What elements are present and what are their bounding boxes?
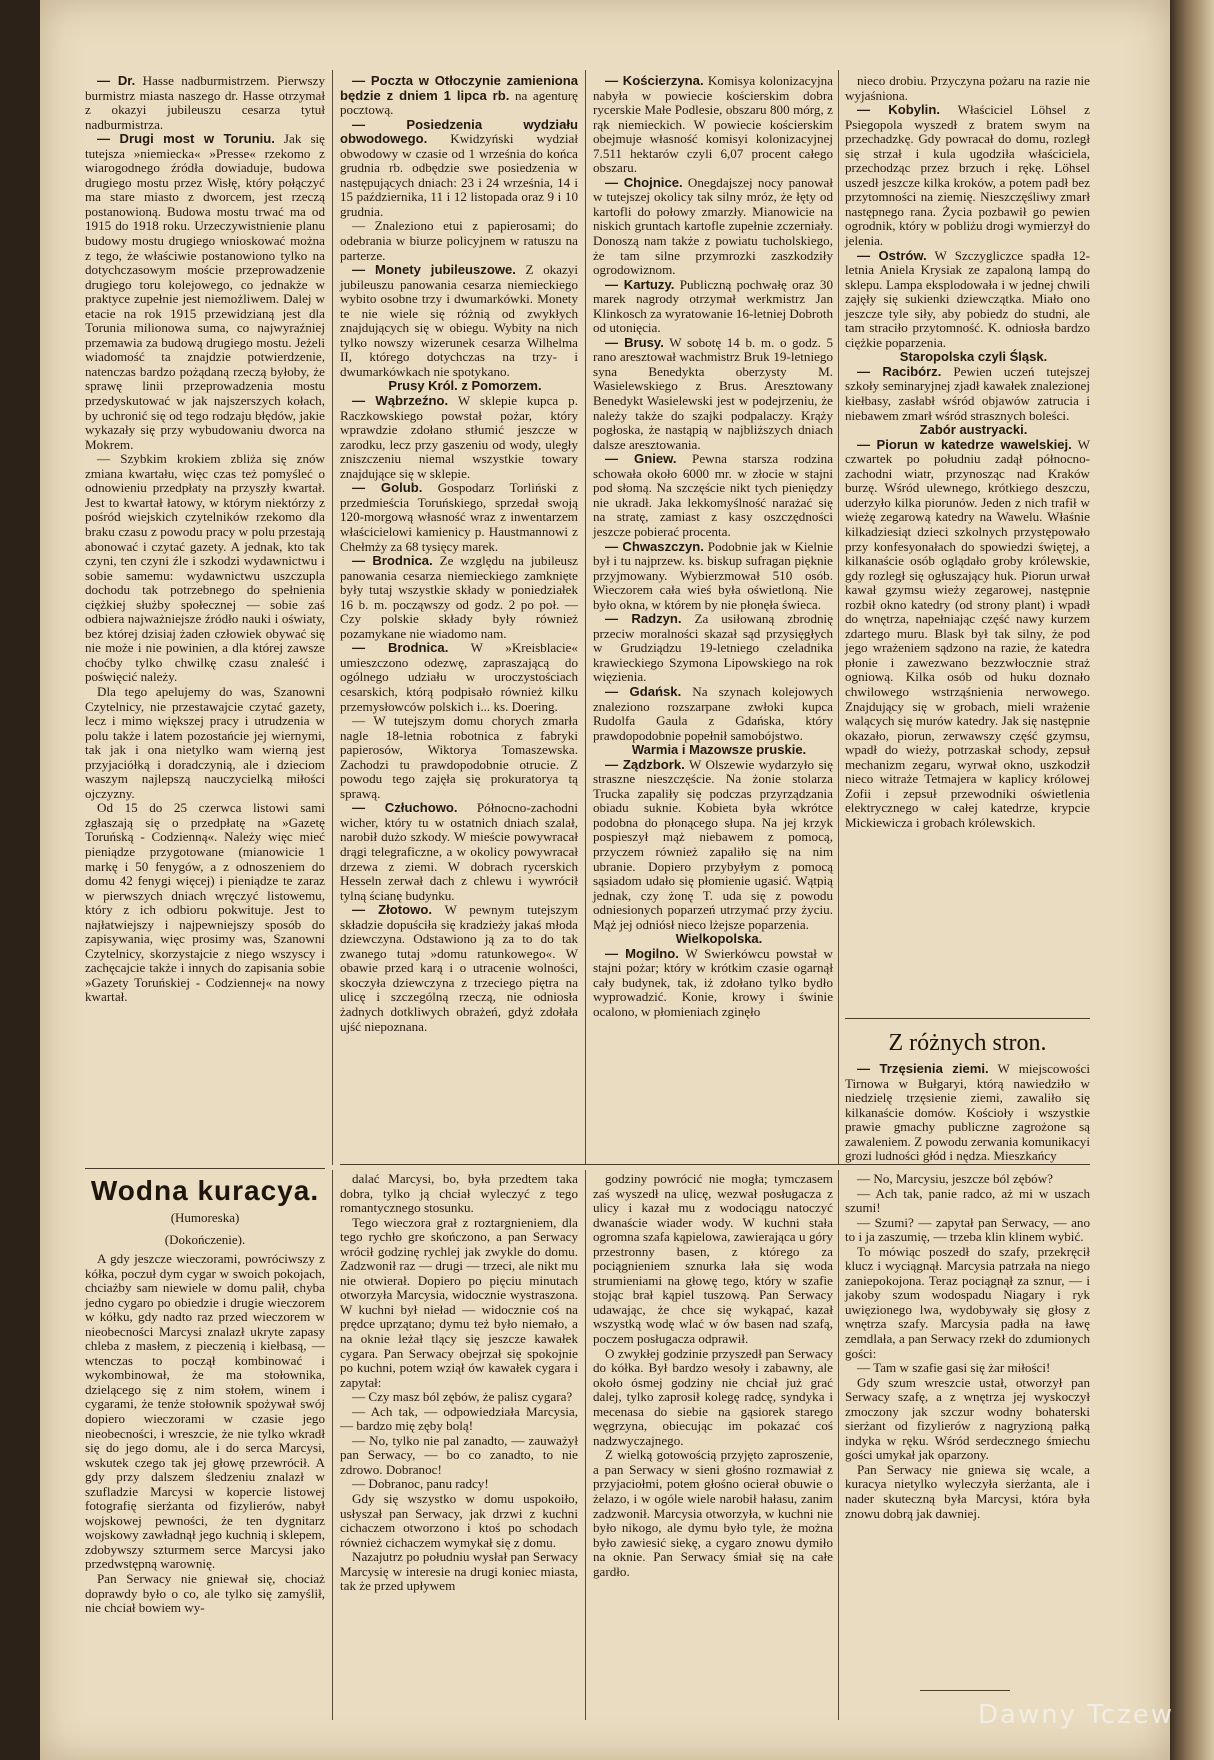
- item-headline: — Trzęsienia ziemi.: [857, 1061, 989, 1076]
- article-paragraph: A gdy jeszcze wieczorami, powróciwszy z kółka, poczuł dym cygar w swoich pokojach, chciażby sam niewiele w domu palił, chyba jedno cygaro po obiedzie i drugie wieczorem w kółku, gdy nadto raz przed wieczorem w nieobecności Marcysi znalazł ukryte zapasy chleba z masłem, z pieczenią i kiełbasą, — wtenczas to począł kombinować i wykombinował, że ma stołownika, dzielącego się z nim stołem, winem i cygarami, że tenże stołownik spożywał swój dopiero wieczorami w czasie jego nieobecności, i wreszcie, że nie tylko wkradł się do jego domu, ale i do serca Marcysi, wskutek czego tak jej głowę przewrócił. A gdy przy dalszem śledzeniu znalazł w szufladzie Marcysi w kopercie listowej fotografię sierżanta od fizylierów, nabył wojskowej pewności, że ten dygnitarz wojskowy zawładnął jego kuchnią i sklepem, zdobywszy szturmem serce Marcysi jako przedwstępną warownię.: [85, 1251, 325, 1572]
- article-paragraph: — Kartuzy. Publiczną pochwałę oraz 30 marek nagrody otrzymał werkmistrz Jan Klinkosch za wyratowanie 16-letniej Dobroth od utonięcia.: [593, 276, 833, 336]
- article-paragraph: — Szumi? — zapytał pan Serwacy, — ano to i ja zaszumię, — trzeba klin klinem wybić.: [845, 1214, 1090, 1245]
- article-paragraph: Nazajutrz po południu wysłał pan Serwacy Marcysię w interesie na drugi koniec miasta, tak że przed upływem: [340, 1549, 578, 1594]
- article-paragraph: Dla tego apelujemy do was, Szanowni Czytelnicy, nie przestawajcie czytać gazety, lecz i mimo większej pracy i utrudzenia w polu także i latem pozostańcie jej wiernymi, tak jak i ona nietylko wam wierną jest przyjaciółką i doradczynią, ale i dzieciom waszym najlepszą nauczycielką miłości ojczyzny.: [85, 683, 325, 801]
- article-paragraph: — No, tylko nie pal zanadto, — zauważył pan Serwacy, — bo co zanadto, to nie zdrowo. Dobranoc!: [340, 1432, 578, 1477]
- article-paragraph: — Czy masz ból zębów, że palisz cygara?: [352, 1389, 573, 1405]
- story-column-2: [340, 1172, 578, 1722]
- item-headline: — Chwaszczyn.: [605, 538, 704, 554]
- column-2: [340, 74, 578, 1164]
- column-divider: [838, 1170, 839, 1720]
- section-rule: [845, 1018, 1090, 1019]
- watermark: Dawny Tczew: [977, 1700, 1174, 1730]
- article-paragraph: — No, Marcysiu, jeszcze ból zębów?: [857, 1171, 1053, 1186]
- item-headline: — Poczta w Otłoczynie zamieniona będzie z dniem 1 lipca rb.: [340, 73, 578, 103]
- story-title: Wodna kuracya.: [90, 1175, 320, 1206]
- column-divider: [585, 70, 586, 1165]
- column-1: [85, 74, 325, 1164]
- article-paragraph: — Dobranoc, panu radcy!: [352, 1476, 489, 1492]
- article-paragraph: — Tam w szafie gasi się żar miłości!: [857, 1360, 1051, 1376]
- article-paragraph: dalać Marcysi, bo, była przedtem taka dobra, tylko ją chciał wyleczyć z tego romantycznego stosunku.: [340, 1171, 578, 1216]
- article-paragraph: — Dr. Hasse nadburmistrzem. Pierwszy burmistrz miasta naszego dr. Hasse otrzymał z okazyi jubileuszu cesarza tytuł nadburmistrza.: [85, 73, 326, 132]
- article-paragraph: godziny powrócić nie mogła; tymczasem zaś wyszedł na ulicę, wezwał posługacza z ulicy i kazał mu z wodociągu natoczyć dwanaście wiader wody. W kuchni stała ogromna szafa kąpielowa, zawierająca u góry przestronny basen, z którego za pociągnieniem sznurka lała się woda strumieniami na głowę tego, który w szafie stojąc brał kąpiel tuszową. Pan Serwacy udawając, że chce się wykąpać, kazał wszystką wodę wlać w ów basen nad szafą, poczem posługacza odprawił.: [593, 1171, 833, 1347]
- article-paragraph: nieco drobiu. Przyczyna pożaru na razie nie wyjaśniona.: [845, 73, 1090, 103]
- article-paragraph: Gdy się wszystko w domu uspokoiło, usłyszał pan Serwacy, jak drzwi z kuchni cichaczem otworzono i ktoś po schodach również cichaczem wymykał się z domu.: [340, 1491, 578, 1550]
- article-paragraph: — Radzyn. Za usiłowaną zbrodnię przeciw moralności skazał sąd przysięgłych w Grudziądzu 19-letniego czeladnika krawieckiego Szymona Lipowskiego na rok więzienia.: [593, 611, 834, 685]
- article-paragraph: Tego wieczora grał z roztargnieniem, dla tego rychło gre skończono, a pan Serwacy wrócił godzinę rychlej jak zwykle do domu. Zadzwonił raz — drugi — trzeci, ale nikt mu nie otwierał. Dopiero po pięciu minutach otworzyła Marcysia, widocznie wystraszona. W kuchni był nieład — widocznie coś na prędce uprzątano; dymu też było niemało, a na oknie leżał tlący się jeszcze kawałek cygara. Pan Serwacy obejrzał się spokojnie po kuchni, potem wziął ów kawałek cygara i zapytał:: [340, 1214, 578, 1390]
- article-paragraph: Z wielką gotowością przyjęto zaproszenie, a pan Serwacy w sieni głośno rozmawiał z przyjaciołmi, potem głośno ocierał obuwie o żelazo, i w ogóle wiele narobił hałasu, zanim zadzwonił. Marcysia otworzyła, w kuchni nie było nikogo, ale dymu było tyle, że można było zawiesić siekę, a cygaro znowu dymiło na oknie. Pan Serwacy śmiał się na całe gardło.: [593, 1447, 833, 1579]
- item-headline: — Brodnica.: [352, 553, 433, 569]
- article-paragraph: — Piorun w katedrze wawelskiej. W czwartek po południu zadął północno-zachodni wiatr, przynosząc nad Kraków burzę. Wśród ulewnego, krótkiego deszczu, uderzyło kilka piorunów. Jeden z nich trafił w wieżę zegarową katedry na Wawelu. Właśnie kilkadziesiąt dzieci szkolnych przystępowało przy konfesyonałach do spowiedzi świętej, a kilkanaście osób oglądało groby królewskie, gdy rozległ się ogłuszający huk. Piorun urwał kawał gzymsu wieży zegarowej, następnie rozbił okno katedry (od strony plant) i wpadł do wnętrza, napełniając część nawy kurzem zdartego muru. Blask był tak silny, że pod jego wrażeniem sądzono na razie, że katedra płonie i zawezwano bezzwłocznie straż ogniową. Kilka osób od huku doznało chwilowego wstrząśnienia nerwowego. Znajdujący się w grobach, mieli wrażenie walących się murów katedry. Jak się następnie okazało, piorun, zerwawszy część gzymsu, wpadł do wieży, potrzaskał schody, zepsuł mechanizm zegaru, wyrwał okno, uszkodził nieco witraże Tetmajera w kaplicy królowej Zofii i zepsuł przewodniki oświetlenia elektrycznego w całej katedrze, krypcie Mickiewicza i grobach królewskich.: [845, 436, 1090, 830]
- story-column-1: [85, 1252, 325, 1722]
- article-paragraph: — Złotowo. W pewnym tutejszym składzie dopuściła się kradzieży jakaś młoda dziewczyna. Odstawiono ją za to do tak zwanego tutaj »domu ratunkowego«. W obawie przed karą i o utracenie wolności, skoczyła dziewczyna z trzeciego piętra na ulicę i szczególną rzeczą, nie odniosła żadnych dotkliwych obrażeń, gdyż zdołała ujść niepoznana.: [340, 902, 578, 1034]
- article-paragraph: — Mogilno. W Swierkówcu powstał w stajni pożar; który w krótkim czasie ogarnął cały budynek, tak, iż zdołano tylko bydło wyprowadzić. Konie, krowy i świnie ocalono, w płomieniach zginęło: [593, 945, 834, 1019]
- story-subtitle: (Humoreska): [170, 1210, 240, 1225]
- article-paragraph: — Drugi most w Toruniu. Jak się tutejsza »niemiecka« »Presse« rzekomo z wiarogodnego źródła dowiaduje, budowa drugiego mostu przez Wisłę, który połączyć ma stare miasto z dworcem, jest rzeczą postanowioną. Budowa mostu trwać ma od 1915 do 1918 roku. Urzeczywistnienie planu budowy mostu drugiego wnioskować można z tego, że właściwie postanowiono tylko na dotychczasowym moście przeprowadzenie drugiego toru kolejowego, co jednakże w praktyce zupełnie jest niemożliwem. Dalej w etacie na rok 1915 przewidzianą jest dla Torunia milionowa suma, co najwyraźniej przemawia za budową drugiego mostu. Jeżeli wiadomość ta znajdzie potwierdzenie, natenczas bardzo pożądaną rzeczą byłoby, że sprawę linii przeprowadzenia mostu przedyskutować w jak najszerszych kołach, by uchronić się od tego rodzaju błędów, jakie wykazały się przy wybudowaniu dworca na Mokrem.: [85, 131, 325, 452]
- article-paragraph: Gdy szum wreszcie ustał, otworzył pan Serwacy szafę, a z wnętrza jej wyskoczył zmoczony jak szczur wodny bohaterski sierżant od fizylierów z nagryzioną pałką indyka w ręku. Wśród serdecznego śmiechu gości umykał jak oparzony.: [845, 1374, 1090, 1463]
- story-top-rule: [340, 1164, 1090, 1165]
- article-paragraph: — Wąbrzeźno. W sklepie kupca p. Raczkowskiego powstał pożar, który wprawdzie zdołano stłumić jeszcze w zarodku, lecz przy gaszeniu od wody, uległy zniszczeniu niemal wszystkie towary znajdujące się w sklepie.: [340, 393, 578, 481]
- article-paragraph: — Golub. Gospodarz Torliński z przedmieścia Toruńskiego, sprzedał swoją 120-morgową własność wraz z inwentarzem właścicielowi kamienicy p. Haustmannowi z Chełmży za 68 tysięcy marek.: [340, 480, 579, 554]
- item-headline: — Piorun w katedrze wawelskiej.: [857, 436, 1072, 452]
- section-heading: Warmia i Mazowsze pruskie.: [631, 742, 807, 758]
- article-paragraph: — Monety jubileuszowe. Z okazyi jubileuszu panowania cesarza niemieckiego wybito osobne trzy i dwumarkówki. Monety te nie wiele się różnią od zwykłych znajdujących się w obiegu. Wybity na nich tylko nowszy wizerunek cesarza Wilhelma II, którego dotychczas na trzy- i dwumarkówkach nie spotykano.: [340, 262, 578, 379]
- article-paragraph: — Kościerzyna. Komisya kolonizacyjna nabyła w powiecie kościerskim dobra rycerskie Małe Podlesie, obszaru 800 mórg, z rąk niemieckich. W powiecie kościerskim obejmuje własność komisyi kolonizacyjnej 7.511 hektarów czyli 6,07 procent całego obszaru.: [593, 73, 833, 176]
- item-headline: — Chojnice.: [605, 174, 683, 190]
- item-headline: — Monety jubileuszowe.: [352, 262, 516, 278]
- item-headline: — Racibórz.: [857, 363, 942, 379]
- article-paragraph: — Znaleziono etui z papierosami; do odebrania w biurze policyjnem w ratuszu na parterze.: [340, 218, 578, 263]
- column-divider: [332, 70, 333, 1165]
- item-headline: — Ostrów.: [857, 247, 927, 263]
- article-paragraph: — Ach tak, — odpowiedziała Marcysia, — bardzo mię zęby bolą!: [340, 1403, 578, 1434]
- end-rule: [920, 1690, 1010, 1691]
- story-continuation-note: (Dokończenie).: [164, 1232, 246, 1247]
- item-headline: — Ządzbork.: [605, 756, 685, 772]
- binding-edge: [1170, 0, 1214, 1760]
- article-paragraph: — Posiedzenia wydziału obwodowego. Kwidzyński wydział obwodowy w czasie od 1 września do końca grudnia rb. odbędzie swe posiedzenia w następujących dniach: 23 i 24 września, 14 i 15 października, 11 i 12 listopada oraz 9 i 10 grudnia.: [340, 116, 578, 219]
- article-paragraph: — Ządzbork. W Olszewie wydarzyło się straszne nieszczęście. Na żonie stolarza Trucka zapaliły się podczas przyrządzania obiadu suknie. Kobieta była wkrótce podobna do płonącego słupa. Na jej krzyk pospieszył mąż niebawem z pomocą, przyczem również zapaliło się na nim ubranie. Dopiero przybyłym z pomocą sąsiadom udało się płomienie ugasić. Wątpią jednak, czy żonę T. uda się z powodu odniesionych poparzeń utrzymać przy życiu. Mąż jej odniósł nieco lżejsze poparzenia.: [593, 756, 833, 932]
- item-headline: — Człuchowo.: [352, 800, 458, 816]
- article-paragraph: To mówiąc poszedł do szafy, przekręcił klucz i wyciągnął. Marcysia patrzała na niego zaniepokojona. Teraz pociągnął za sznur, — i jakoby szum wodospadu Niagary i ryk uwięzionego lwa, wydobywały się głosy z wnętrza szafy. Marcysia padła na ławę zemdlała, a pan Serwacy rzekł do zdumionych gości:: [845, 1243, 1090, 1361]
- story-column-3: [593, 1172, 833, 1722]
- z-roznych-stron-text: — Trzęsienia ziemi. W miejscowości Tirnowa w Bułgaryi, którą nawiedziło w niedzielę trzęsienie ziemi, zawaliło się kilkanaście domów. Kościoły i wszystkie prawie gmachy publiczne zagrożone są zawaleniem. Z powodu zerwania komunikacyi grozi ludności głód i nędza. Mieszkańcy: [845, 1061, 1090, 1164]
- article-paragraph: — Gdańsk. Na szynach kolejowych znaleziono rozszarpane zwłoki kupca Rudolfa Gaula z Gdańska, który prawdopodobnie popełnił samobójstwo.: [593, 683, 833, 743]
- article-paragraph: Pan Serwacy nie gniewał się, chociaż doprawdy było o co, ale tylko się zamyślił, nie chciał bowiem wy-: [85, 1571, 325, 1616]
- article-paragraph: — Poczta w Otłoczynie zamieniona będzie z dniem 1 lipca rb. na agenturę pocztową.: [340, 73, 578, 118]
- item-headline: — Gdańsk.: [605, 683, 682, 699]
- item-headline: — Posiedzenia wydziału obwodowego.: [340, 116, 578, 147]
- newspaper-page: [40, 0, 1170, 1760]
- column-divider: [585, 1170, 586, 1720]
- item-headline: — Drugi most w Toruniu.: [97, 131, 275, 147]
- article-paragraph: — Chwaszczyn. Podobnie jak w Kielnie był i tu najprzew. ks. biskup sufragan pięknie przyjmowany. Wybierzmował 510 osób. Wieczorem cała wieś była oświetloną. Nie było okna, w którem by nie płonęła świeca.: [593, 538, 833, 612]
- item-headline: — Kościerzyna.: [605, 73, 704, 88]
- article-paragraph: — Chojnice. Onegdajszej nocy panował w tutejszej okolicy tak silny mróz, że łęty od kartofli do połowy zmarzły. Mianowicie na niskich gruntach kartofle zupełnie zczerniały. Donoszą nam także z powiatu tucholskiego, że tam silne przymrozki zaszkodziły ogrodowiznom.: [593, 174, 833, 278]
- section-heading: Staropolska czyli Śląsk.: [899, 349, 1048, 365]
- article-paragraph: — W tutejszym domu chorych zmarła nagle 18-letnia robotnica z fabryki papierosów, Wiktorya Tomaszewska. Zachodzi tu prawdopodobnie otrucie. Z powodu tego zajęła się prokuratorya tą sprawą.: [340, 713, 578, 801]
- article-paragraph: O zwykłej godzinie przyszedł pan Serwacy do kółka. Był bardzo wesoły i zabawny, ale około ósmej godziny nie chciał już grać dalej, tylko zaprosił kolegę radcę, syndyka i mecenasa do siebie na gąsiorek starego węgrzyna, obiecując im pokazać coś nadzwyczajnego.: [593, 1345, 833, 1448]
- section-title-z-roznych-stron: Z różnych stron.: [888, 1030, 1047, 1056]
- article-paragraph: Pan Serwacy nie gniewa się wcale, a kuracya nietylko wyleczyła sierżanta, ale i nader skuteczną była Marcysi, która była znowu dobrą jak dawniej.: [845, 1461, 1090, 1521]
- article-paragraph: — Ach tak, panie radco, aż mi w uszach szumi!: [845, 1185, 1090, 1216]
- article-paragraph: — Brodnica. W »Kreisblacie« umieszczono odezwę, zapraszającą do ogólnego udziału w uroczystościach cesarskich, którą podpisało również kilku przemysłowców polskich i... ks. Doering.: [340, 640, 578, 714]
- item-headline: — Gniew.: [605, 451, 677, 467]
- item-headline: — Wąbrzeźno.: [352, 393, 449, 409]
- column-3: [593, 74, 833, 1164]
- item-headline: — Mogilno.: [605, 945, 679, 961]
- article-paragraph: — Brusy. W sobotę 14 b. m. o godz. 5 rano aresztował wachmistrz Bruk 19-letniego syna Benedykta oberzysty M. Wasielewskiego z Brus. Aresztowany Benedykt Wasielewski jest w podejrzeniu, że należy także do szajki podpalaczy. Krąży pogłoska, że nastąpią w najbliższych dniach dalsze aresztowania.: [593, 334, 834, 452]
- item-headline: — Golub.: [352, 480, 423, 496]
- column-divider: [838, 70, 839, 1165]
- section-heading: Wielkopolska.: [675, 931, 763, 947]
- article-paragraph: Od 15 do 25 czerwca listowi sami zgłaszają się o przedpłatę na »Gazetę Toruńską - Codzienną«. Należy więc mieć pieniądze przygotowane (mianowicie 1 markę i 50 fenygów, a z odnoszeniem do domu 42 fenygi więcej) i pieniądze te zaraz w pierwszych dniach wręczyć listowemu, który z ich odbioru pokwituje. Jest to najłatwiejszy i najpewniejszy sposób do zapisywania, więc prosimy was, Szanowni Czytelnicy, skorzystajcie z niego wszyscy i zachęcajcie także i innych do zapisania sobie »Gazety Toruńskiej - Codziennej« na nowy kwartał.: [85, 800, 325, 1005]
- story-column-4: [845, 1172, 1090, 1672]
- column-divider: [332, 1170, 333, 1720]
- item-headline: — Złotowo.: [352, 902, 432, 918]
- item-headline: — Brusy.: [605, 334, 664, 350]
- column-4: [845, 74, 1090, 1024]
- article-paragraph: — Szybkim krokiem zbliża się znów zmiana kwartału, więc czas też pomyśleć o odnowieniu przedpłaty na przyszły kwartał. Jest to kwartał łatowy, w którym niektórzy z pośród wiejskich czytelników rzekomo dla braku czasu z powodu pracy w polu przestają abonować i czytać gazety. A jednak, kto tak czyni, ten czyni źle i szkodzi wydawnictwu i sobie samemu: wydawnictwu uszczupla dochodu tak potrzebnego do spełnienia ciężkiej służby społecznej — sobie zaś odbiera najważniejsze źródło nauki i oświaty, bez której dzisiaj żaden człowiek obywać się nie może i nie powinien, a dla której zawsze choćby tylko chwilkę czasu znaleść i poświęcić należy.: [85, 451, 325, 685]
- article-paragraph: — Racibórz. Pewien uczeń tutejszej szkoły seminaryjnej zjadł kawałek znalezionej kiełbasy, zasłabł wśród objawów zatrucia i niebawem zmarł wśród strasznych boleści.: [845, 363, 1090, 423]
- item-headline: — Radzyn.: [605, 611, 682, 627]
- article-paragraph: — Człuchowo. Północno-zachodni wicher, który tu w ostatnich dniach szalał, narobił dużo szkody. W mieście powywracał drągi telegraficzne, a w okolicy powywracał drzewa z ziemi. W dobrach rycerskich Hesseln zerwał dach z chlewu i wywrócił tylną ścianę budynku.: [340, 800, 578, 903]
- article-paragraph: — Gniew. Pewna starsza rodzina schowała około 6000 mr. w złocie w stajni pod słomą. Na szczęście nikt tych pieniędzy nie ukradł. Jaka lekkomyślność narażać się na stratę, zamiast z kasy oszczędności jeszcze pobierać procenta.: [593, 451, 834, 539]
- section-heading: Zabór austryacki.: [919, 422, 1028, 438]
- story-top-rule: [85, 1168, 325, 1169]
- article-paragraph: — Kobylin. Właściciel Löhsel z Psiegopola wyszedł z bratem swym na przechadzkę. Gdy powracał do domu, rozległ się strzał i kula ugodziła właściciela, przechodząc przez brzuch i rękę. Löhsel uszedł jeszcze kilka kroków, a potem padł bez przytomności na ziemię. Nieszczęśliwy zmarł następnego rana. Życia pozbawił go pewien ogrodnik, który w pobliżu drogi wymierzył do jelenia.: [845, 102, 1090, 249]
- item-headline: — Kobylin.: [857, 102, 940, 118]
- item-headline: — Dr.: [97, 73, 136, 88]
- article-paragraph: — Brodnica. Ze względu na jubileusz panowania cesarza niemieckiego zamknięte były tutaj wszystkie składy w poniedziałek 16 b. m. począwszy od godz. 2 po poł. — Czy polskie składy były również pozamykane nie wiadomo nam.: [340, 553, 578, 641]
- item-headline: — Brodnica.: [352, 640, 449, 656]
- section-heading: Prusy Król. z Pomorzem.: [388, 378, 542, 394]
- item-headline: — Kartuzy.: [605, 276, 675, 292]
- article-paragraph: — Ostrów. W Szczygliczce spadła 12-letnia Aniela Krysiak ze zapaloną lampą do sklepu. Lampa eksplodowała i w jednej chwili zajęły się sukienki dziewczątka. Miało ono jeszcze tyle siły, aby pobiedz do studni, ale tam straciło przytomność. K. odniosła bardzo ciężkie poparzenia.: [845, 247, 1090, 350]
